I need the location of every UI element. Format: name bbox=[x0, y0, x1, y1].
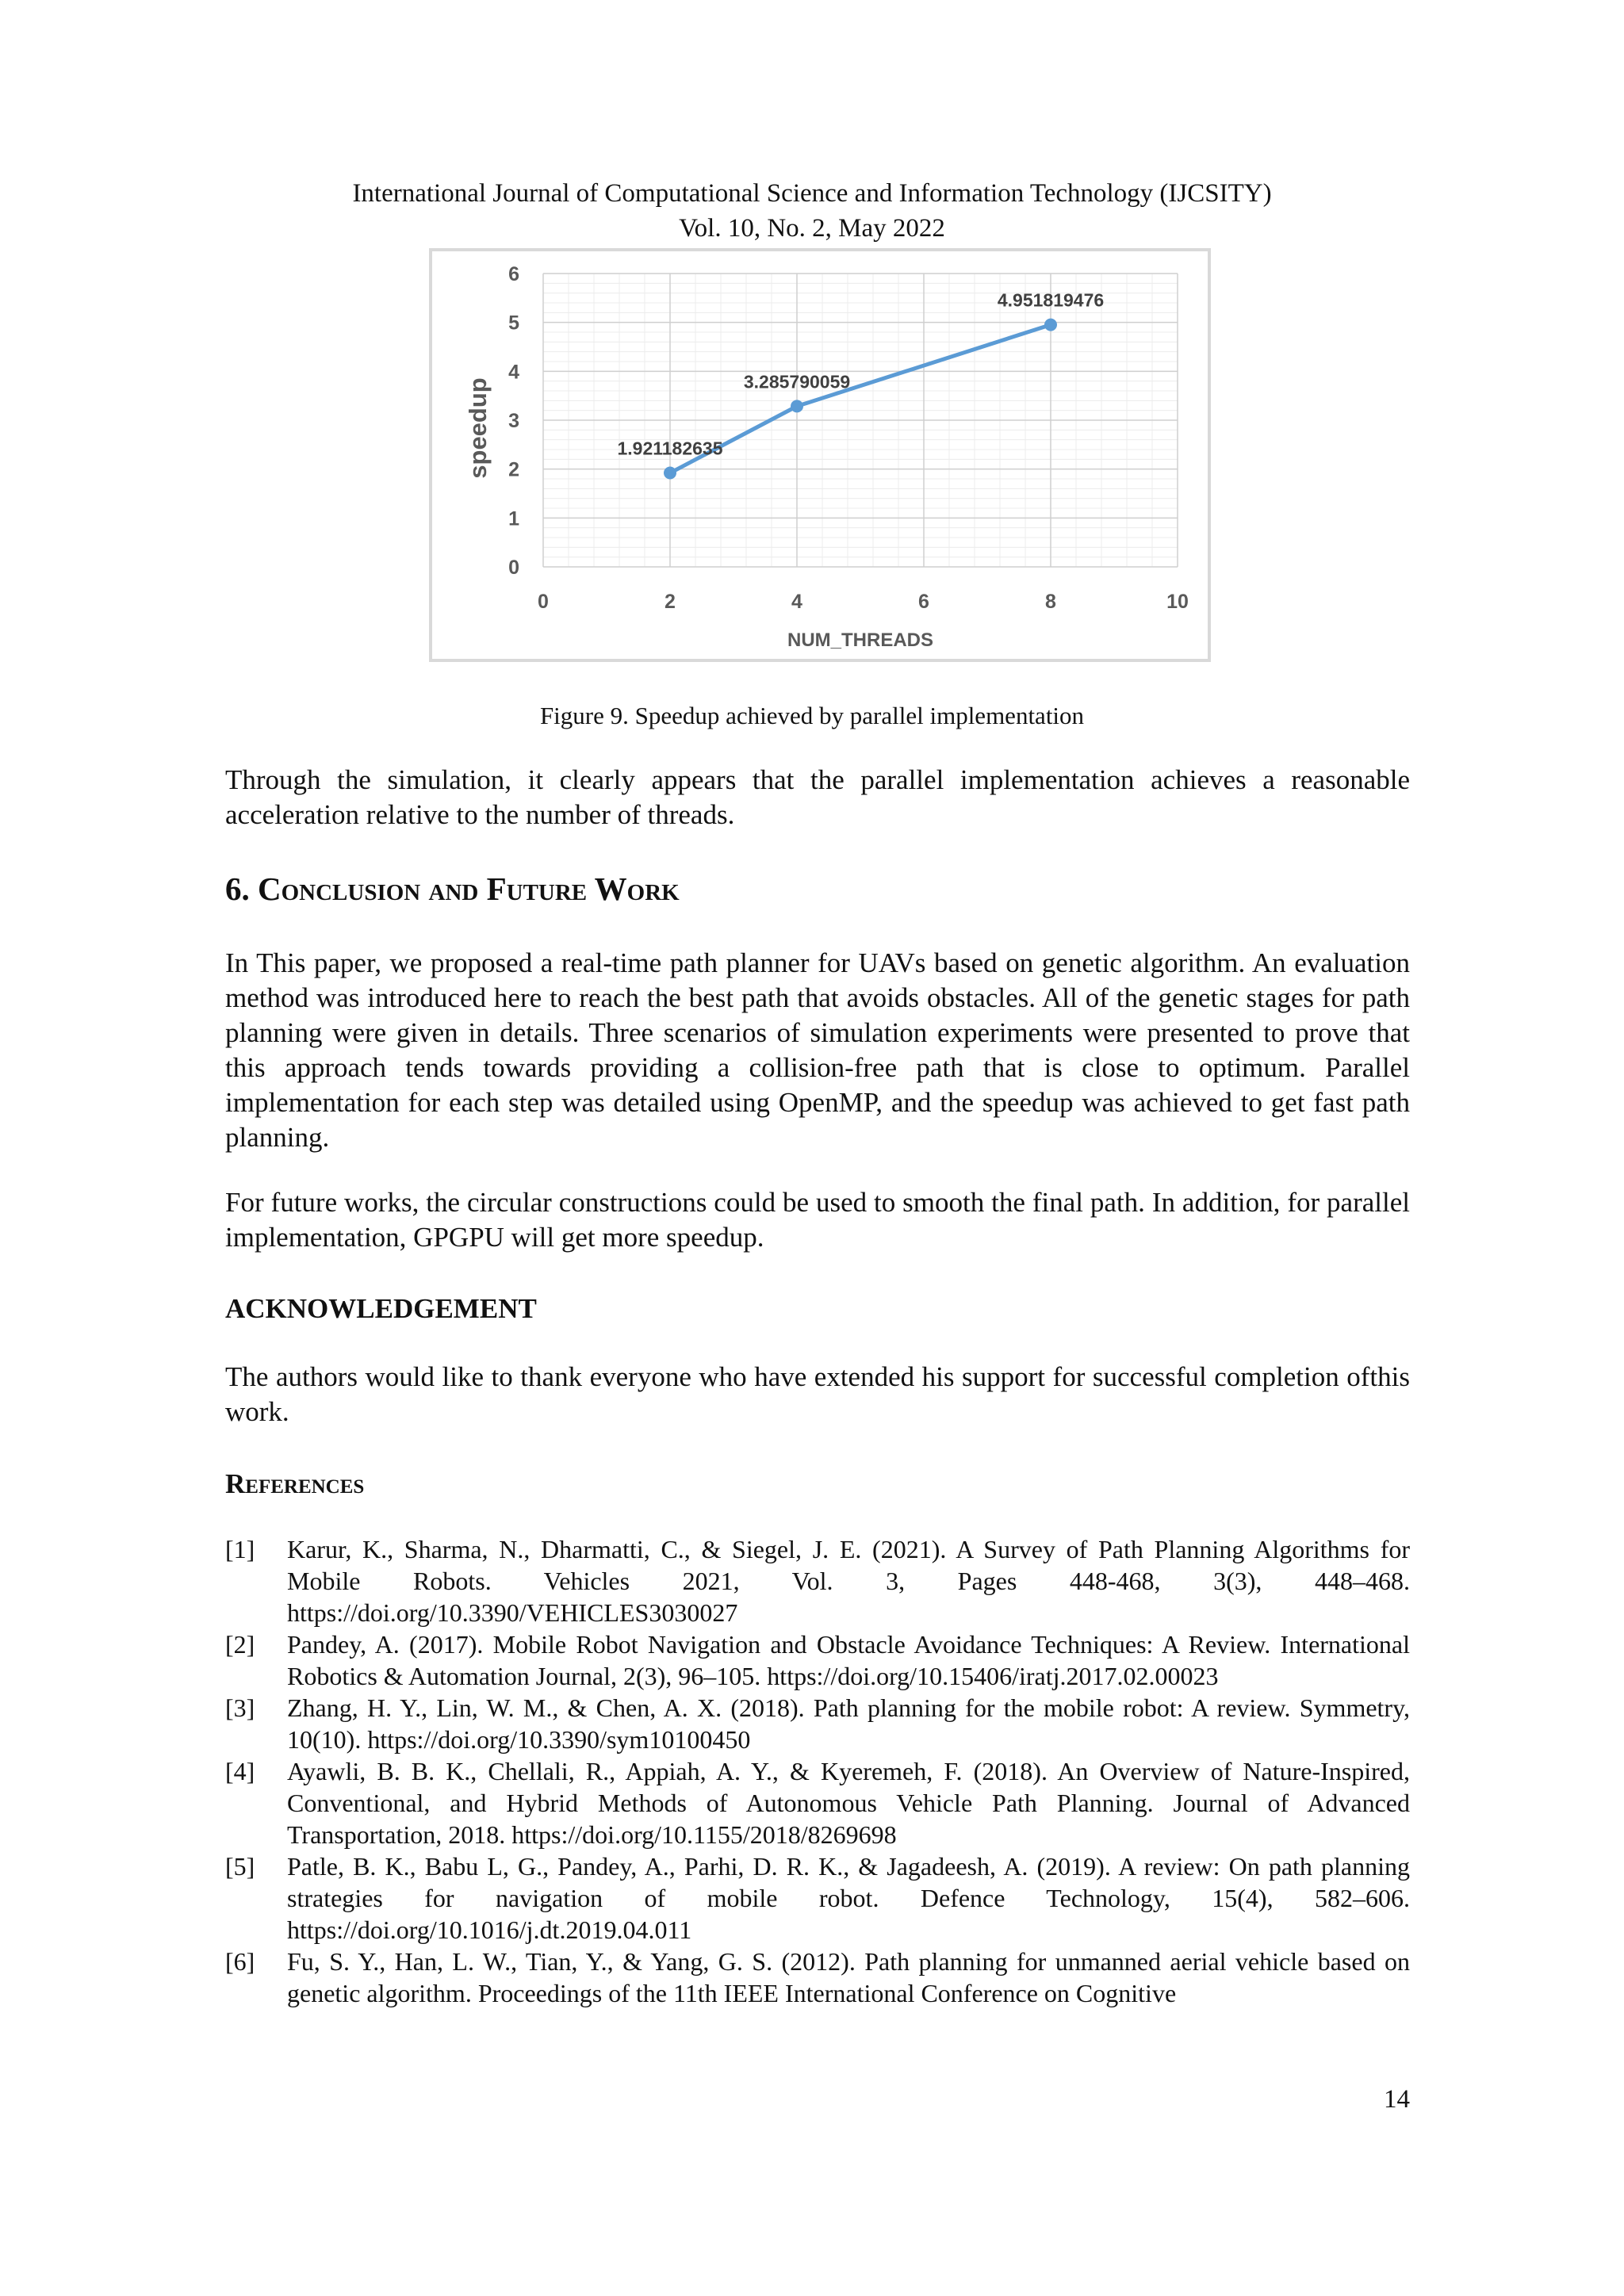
reference-number: [3] bbox=[225, 1693, 255, 1722]
y-axis-label: speedup bbox=[464, 377, 492, 479]
reference-number: [6] bbox=[225, 1947, 255, 1976]
data-point-marker bbox=[664, 467, 676, 480]
acknowledgement-heading: ACKNOWLEDGEMENT bbox=[225, 1293, 537, 1324]
acknowledgement-text: The authors would like to thank everyone who have extended his support for successful completion ofthis work. bbox=[225, 1361, 1410, 1427]
journal-title: International Journal of Computational Science and Information Technology (IJCSITY) bbox=[352, 179, 1272, 208]
reference-item bbox=[225, 1533, 1410, 1628]
series-line-speedup bbox=[670, 325, 1051, 473]
reference-item bbox=[225, 1850, 1410, 1946]
x-tick-label: 0 bbox=[538, 591, 549, 613]
y-tick-label: 4 bbox=[508, 361, 519, 384]
x-tick-label: 6 bbox=[918, 591, 929, 613]
data-point-marker bbox=[1044, 319, 1057, 331]
reference-text: Karur, K., Sharma, N., Dharmatti, C., & Siegel, J. E. (2021). A Survey of Path Planning Algorithms for Mobile Robots. Vehicles 2021, Vol. 3, Pages 448-468, 3(3), 448–468. https://doi.org/10.3390/VEHICLES3030027 bbox=[287, 1535, 1410, 1627]
figure-caption: Figure 9. Speedup achieved by parallel implementation bbox=[539, 702, 1085, 729]
reference-text: Zhang, H. Y., Lin, W. M., & Chen, A. X. (2018). Path planning for the mobile robot: A review. Symmetry, 10(10). https://doi.org/10.3390/sym10100450 bbox=[287, 1693, 1410, 1754]
reference-number: [4] bbox=[225, 1757, 255, 1785]
journal-volume: Vol. 10, No. 2, May 2022 bbox=[679, 214, 945, 243]
data-label: 3.285790059 bbox=[743, 371, 851, 392]
y-tick-label: 0 bbox=[508, 557, 519, 579]
reference-text: Patle, B. K., Babu L, G., Pandey, A., Parhi, D. R. K., & Jagadeesh, A. (2019). A review: On path planning strategies for navigation of mobile robot. Defence Technology, 15(4), 582–606. https://doi.org/10.1016/j.dt.2019.04.011 bbox=[287, 1852, 1410, 1944]
reference-number: [5] bbox=[225, 1852, 255, 1881]
reference-item bbox=[225, 1755, 1410, 1850]
reference-text: Pandey, A. (2017). Mobile Robot Navigation and Obstacle Avoidance Techniques: A Review. International Robotics & Automation Journal, 2(3), 96–105. https://doi.org/10.15406/iratj.2017.02.00023 bbox=[287, 1630, 1410, 1690]
reference-item bbox=[225, 1692, 1410, 1755]
reference-item bbox=[225, 1946, 1410, 2009]
reference-number: [2] bbox=[225, 1630, 255, 1659]
reference-text: Ayawli, B. B. K., Chellali, R., Appiah, A. Y., & Kyeremeh, F. (2018). An Overview of Nature-Inspired, Conventional, and Hybrid Methods of Autonomous Vehicle Path Planning. Journal of Advanced Transportation, 2018. https://doi.org/10.1155/2018/8269698 bbox=[287, 1757, 1410, 1849]
y-tick-label: 5 bbox=[508, 312, 519, 335]
data-label: 4.951819476 bbox=[997, 289, 1105, 311]
running-header bbox=[0, 176, 1624, 246]
x-tick-label: 2 bbox=[665, 591, 676, 613]
y-tick-label: 1 bbox=[508, 507, 519, 530]
x-tick-label: 8 bbox=[1045, 591, 1056, 613]
y-tick-label: 6 bbox=[508, 263, 519, 285]
reference-text: Fu, S. Y., Han, L. W., Tian, Y., & Yang, G. S. (2012). Path planning for unmanned aerial vehicle based on genetic algorithm. Proceedings of the 11th IEEE International Conference on Cognitive bbox=[287, 1947, 1410, 2007]
speedup-chart bbox=[432, 251, 1208, 659]
speedup-chart-frame bbox=[429, 248, 1211, 662]
y-tick-label: 3 bbox=[508, 410, 519, 432]
x-tick-label: 4 bbox=[791, 591, 802, 613]
x-axis-label: NUM_THREADS bbox=[787, 629, 934, 651]
page-number: 14 bbox=[1384, 2085, 1410, 2114]
paragraph-future-work: For future works, the circular constructions could be used to smooth the final path. In addition, for parallel implementation, GPGPU will get more speedup. bbox=[225, 1187, 1410, 1253]
reference-number: [1] bbox=[225, 1535, 255, 1563]
paragraph-simulation: Through the simulation, it clearly appears that the parallel implementation achieves a reasonable acceleration relative to the number of threads. bbox=[225, 764, 1410, 830]
section-heading-conclusion: 6. Conclusion and Future Work bbox=[225, 871, 680, 907]
data-point-marker bbox=[791, 400, 803, 412]
reference-list bbox=[225, 1533, 1410, 2009]
reference-item bbox=[225, 1628, 1410, 1692]
paragraph-conclusion: In This paper, we proposed a real-time path planner for UAVs based on genetic algorithm. An evaluation method was introduced here to reach the best path that avoids obstacles. All of the genetic stages for path planning were given in details. Three scenarios of simulation experiments were presented to prove that this approach tends towards providing a collision-free path that is close to optimum. Parallel implementation for each step was detailed using OpenMP, and the speedup was achieved to get fast path planning. bbox=[225, 947, 1410, 1153]
data-label: 1.921182635 bbox=[617, 438, 723, 459]
x-tick-label: 10 bbox=[1166, 591, 1189, 613]
references-heading: References bbox=[225, 1468, 365, 1499]
y-tick-label: 2 bbox=[508, 458, 519, 481]
